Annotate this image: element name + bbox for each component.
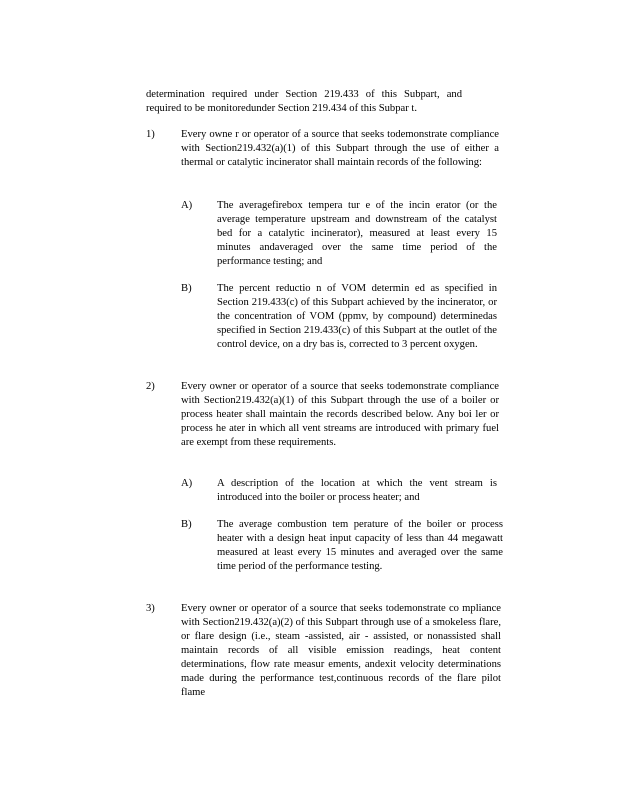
item-1-number: 1) (146, 129, 155, 140)
item-1a-text: The averagefirebox tempera tur e of the incin erator (or the average temperature upstream and downstream of the catalyst bed for a catalytic incinerator), measured at least every 15 minutes andaveraged over the same time period of the performance testing; and (217, 200, 497, 267)
item-1b-letter: B) (181, 283, 192, 294)
item-1b-text: The percent reductio n of VOM determin ed as specified in Section 219.433(c) of this Subpart achieved by the incinerator, or the concentration of VOM (ppmv, by compound) determinedas specified in Section 219.433(c) of this Subpart at the outlet of the control device, on a dry bas is, corrected to 3 percent oxygen. (217, 283, 497, 350)
item-1-text: Every owne r or operator of a source that seeks todemonstrate compliance with Section219.432(a)(1) of this Subpart through the use of either a thermal or catalytic incinerator shall maintain records of the following: (181, 129, 499, 168)
intro-paragraph: determination required under Section 219.433 of this Subpart, and required to be monitoredunder Section 219.434 of this Subpar t. (146, 89, 462, 114)
item-3-number: 3) (146, 603, 155, 614)
item-2a-text: A description of the location at which the vent stream is introduced into the boiler or process heater; and (217, 478, 497, 503)
item-2b-letter: B) (181, 519, 192, 530)
item-2-text: Every owner or operator of a source that seeks todemonstrate compliance with Section219.432(a)(1) of this Subpart through the use of a boiler or process heater shall maintain the records described below. Any boi ler or process he ater in which all vent streams are introduced with primary fuel are exempt from these requirements. (181, 381, 499, 448)
item-2-number: 2) (146, 381, 155, 392)
item-3-text: Every owner or operator of a source that seeks todemonstrate co mpliance with Section219.432(a)(2) of this Subpart through use of a smokeless flare, or flare design (i.e., steam -assisted, air - assisted, or nonassisted shall maintain records of all visible emission readings, heat content determinations, flow rate measur ements, andexit velocity determinations made during the performance test,continuous records of the flare pilot flame (181, 603, 501, 698)
item-1a-letter: A) (181, 200, 193, 211)
item-2b-text: The average combustion tem perature of the boiler or process heater with a design heat input capacity of less than 44 megawatt measured at least every 15 minutes and averaged over the same time period of the performance testing. (217, 519, 503, 572)
item-2a-letter: A) (181, 478, 193, 489)
